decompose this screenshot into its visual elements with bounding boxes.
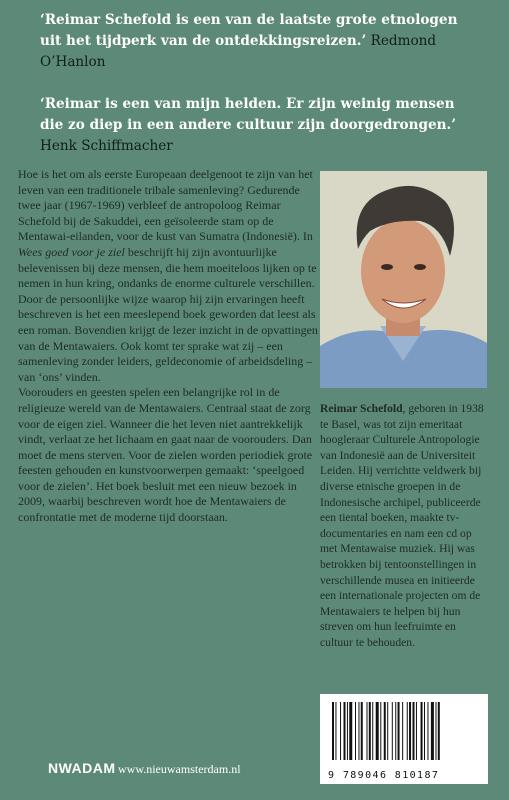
blurb-text <box>18 167 318 526</box>
quote-1-text: ‘Reimar Schefold is een van de laatste grote etnologen uit het tijdperk van de ontdekkingsreizen.’ <box>40 12 458 49</box>
isbn-number: 9 789046 810187 <box>328 770 440 781</box>
publisher-logo: NWADAM <box>48 760 116 776</box>
author-bio-text: , geboren in 1938 te Basel, was tot zijn emeritaat hoogleraar Culturele Antropologie van Indonesië aan de Universiteit Leiden. Hij verrichtte veldwerk bij diverse etnische groepen in de Indonesische archipel, publiceerde een tiental boeken, maakte tv-documentaries en nam een cd op met Mentawaise muziek. Hij was betrokken bij tentoonstellingen in verschillende musea en initieerde een internationale projecten om de Mentawaiers te helpen bij hun streven om hun leefruimte en cultuur te behouden. <box>320 402 484 649</box>
blurb-paragraph-2: Voorouders en geesten spelen een belangrijke rol in de religieuze wereld van de Mentawaiers. Centraal staat de zorg voor de eigen ziel. Wanneer die het leven niet aantrekkelijk vindt, verlaat ze het lichaam en gaat naar de voorouders. Dan moet de mens sterven. Voor de zielen worden periodiek grote feesten gehouden en kunstvoorwerpen gemaakt: ‘speelgoed voor de zielen’. Het boek besluit met een nieuw bezoek in 2009, waarbij beschreven wordt hoe de Mentawaiers de confrontatie met de moderne tijd doorstaan. <box>18 385 313 525</box>
publisher-website[interactable]: www.nieuwamsterdam.nl <box>118 762 241 776</box>
author-photo <box>320 171 487 388</box>
quote-2 <box>40 94 480 157</box>
quote-2-author: Henk Schiffmacher <box>40 138 173 154</box>
isbn-barcode <box>320 694 488 784</box>
quote-2-text: ‘Reimar is een van mijn helden. Er zijn weinig mensen die zo diep in een andere cultuur zijn doorgedrongen.’ <box>40 96 456 133</box>
quote-1-author: Redmond O’Hanlon <box>40 33 437 70</box>
blurb-paragraph-1: Hoe is het om als eerste Europeaan deelgenoot te zijn van het leven van een traditionele tribale samenleving? Gedurende twee jaar (1967-1969) verbleef de antropoloog Reimar Schefold bij de Sakuddei, een geïsoleerde stam op de Mentawai-eilanden, voor de kust van Sumatra (Indonesië). In Wees goed voor je ziel beschrijft hij zijn avontuurlijke belevenissen bij deze mensen, die hem moeiteloos lijken op te nemen in hun kring, ondanks de enorme culturele verschillen. Door de persoonlijke wijze waarop hij zijn ervaringen heeft beschreven is het een meeslepend boek geworden dat leest als een roman. Bovendien krijgt de lezer inzicht in de opvattingen van de Mentawaiers. Ook komt ter sprake wat zij – een samenleving zonder leiders, geldeconomie of arbeidsdeling – van ‘ons’ vinden. <box>18 167 318 384</box>
author-bio <box>320 401 490 651</box>
quote-1 <box>40 10 480 73</box>
book-title: Wees goed voor je ziel <box>18 244 125 259</box>
author-name: Reimar Schefold <box>320 402 403 415</box>
